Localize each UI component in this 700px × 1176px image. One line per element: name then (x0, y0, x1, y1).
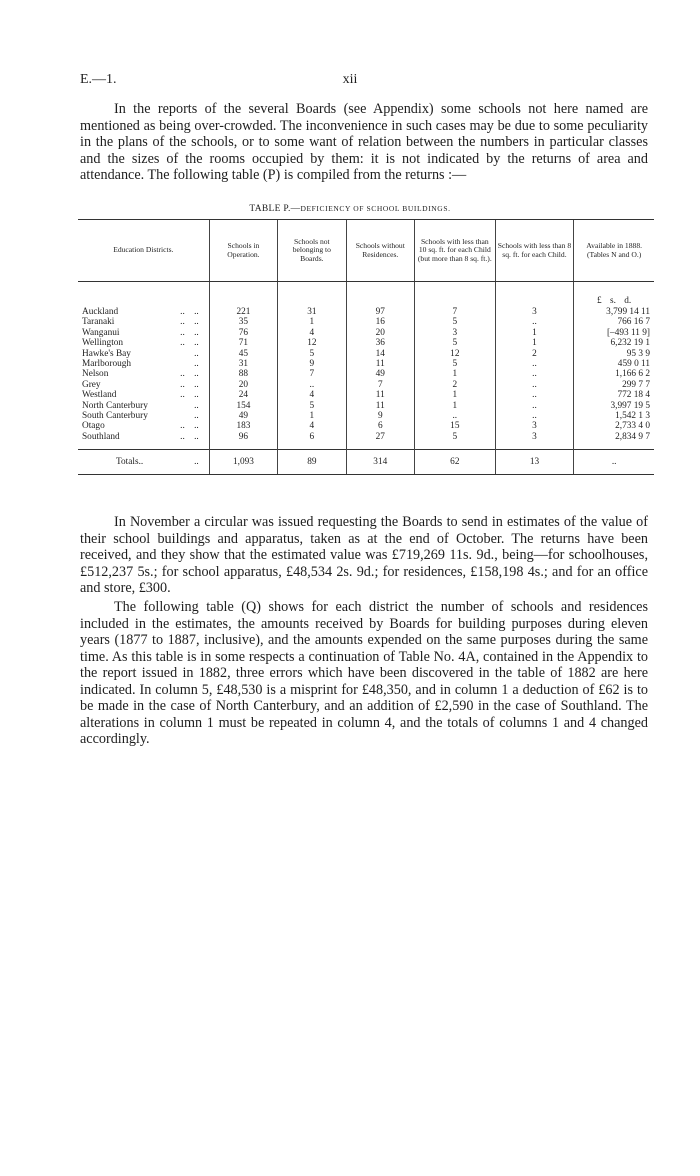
cell-not-boards: 4 (278, 328, 346, 338)
total-operation: 1,093 (209, 450, 277, 475)
cell-lt8: 2 (495, 349, 574, 359)
cell-no-residences: 27 (346, 432, 414, 450)
cell-no-residences: 20 (346, 328, 414, 338)
cell-not-boards: 6 (278, 432, 346, 450)
table-row (78, 349, 654, 359)
district-name: Wanganui (82, 327, 120, 338)
col-header-not-boards: Schools not belonging to Boards. (278, 220, 346, 282)
table-row (78, 380, 654, 390)
cell-totals-label (78, 450, 209, 475)
cell-operation: 35 (209, 317, 277, 327)
cell-available: 1,542 1 3 (574, 411, 654, 421)
cell-district (78, 338, 209, 348)
leader-dots: .. .. (180, 369, 199, 380)
leader-dots: .. (194, 411, 199, 422)
district-name: Auckland (82, 307, 119, 317)
district-name: Otago (82, 421, 105, 432)
col-header-operation: Schools in Operation. (209, 220, 277, 282)
cell-operation: 24 (209, 390, 277, 400)
cell-lt10: 3 (414, 328, 495, 338)
cell-district (78, 359, 209, 369)
cell-lt8: .. (495, 369, 574, 379)
cell-district (78, 401, 209, 411)
cell-not-boards: 12 (278, 338, 346, 348)
table-row (78, 411, 654, 421)
cell-no-residences: 36 (346, 338, 414, 348)
page-number: xii (342, 72, 358, 87)
cell-not-boards: 5 (278, 349, 346, 359)
cell-lt8: 3 (495, 421, 574, 431)
cell-operation: 45 (209, 349, 277, 359)
cell-operation: 76 (209, 328, 277, 338)
cell-district (78, 317, 209, 327)
leader-dots: .. .. (180, 421, 199, 432)
district-name: North Canterbury (82, 400, 148, 411)
leader-dots: .. (194, 457, 199, 468)
table-title-prefix: TABLE P.— (249, 204, 301, 214)
leader-dots: .. .. (180, 390, 199, 401)
cell-not-boards: 5 (278, 401, 346, 411)
cell-lt8: 1 (495, 328, 574, 338)
col-header-no-residences: Schools without Residences. (346, 220, 414, 282)
leader-dots: .. .. (180, 317, 199, 328)
total-lt8: 13 (495, 450, 574, 475)
cell-no-residences: 6 (346, 421, 414, 431)
cell-no-residences: 11 (346, 359, 414, 369)
table-row (78, 369, 654, 379)
table-row (78, 390, 654, 400)
cell-no-residences: 9 (346, 411, 414, 421)
cell-lt8: .. (495, 411, 574, 421)
cell-available: 299 7 7 (574, 380, 654, 390)
table-row (78, 338, 654, 348)
cell-lt10: 5 (414, 338, 495, 348)
cell-available: 772 18 4 (574, 390, 654, 400)
table-row (78, 401, 654, 411)
col-header-available: Available in 1888. (Tables N and O.) (574, 220, 654, 282)
table-title-text: DEFICIENCY OF SCHOOL BUILDINGS. (300, 204, 451, 213)
table-row (78, 359, 654, 369)
table-header-row (78, 220, 654, 282)
cell-lt10: 5 (414, 359, 495, 369)
cell-available: 766 16 7 (574, 317, 654, 327)
cell-available: 95 3 9 (574, 349, 654, 359)
cell-not-boards: 9 (278, 359, 346, 369)
circular-paragraph: In November a circular was issued requesting the Boards to send in estimates of the value of their school buildings and apparatus, taken as at the end of October. The returns have been received, and they show that the estimated value was £719,269 11s. 9d., being—for schoolhouses, £512,237 5s.; for school apparatus, £48,534 2s. 9d.; for residences, £158,198 4s.; and for an office and store, £300. (80, 514, 648, 596)
cell-available: 3,997 19 5 (574, 401, 654, 411)
table-row (78, 432, 654, 450)
page-reference: E.—1. (80, 72, 117, 87)
cell-operation: 49 (209, 411, 277, 421)
currency-units: £ s. d. (574, 296, 654, 307)
leader-dots: .. (194, 348, 199, 359)
cell-operation: 154 (209, 401, 277, 411)
cell-available: 3,799 14 11 (574, 307, 654, 317)
leader-dots: .. .. (180, 379, 199, 390)
col-header-lt8: Schools with less than 8 sq. ft. for each Child. (495, 220, 574, 282)
cell-not-boards: 31 (278, 307, 346, 317)
cell-operation: 31 (209, 359, 277, 369)
cell-district (78, 390, 209, 400)
cell-lt10: 2 (414, 380, 495, 390)
cell-no-residences: 49 (346, 369, 414, 379)
cell-lt8: 3 (495, 432, 574, 450)
cell-no-residences: 97 (346, 307, 414, 317)
intro-paragraph: In the reports of the several Boards (see Appendix) some schools not here named are mentioned as being over-crowded. The inconvenience in such cases may be due to some peculiarity in the plans of the schools, or to some want of relation between the numbers in particular classes and the sizes of the rooms occupied by them: it is not indicated by the returns of area and attendance. The following table (P) is compiled from the returns :— (80, 101, 648, 183)
cell-operation: 183 (209, 421, 277, 431)
district-name: Taranaki (82, 317, 115, 328)
cell-district (78, 411, 209, 421)
total-lt10: 62 (414, 450, 495, 475)
cell-lt8: .. (495, 401, 574, 411)
table-row (78, 307, 654, 317)
cell-no-residences: 16 (346, 317, 414, 327)
cell-lt10: 12 (414, 349, 495, 359)
total-available: .. (574, 450, 654, 475)
cell-no-residences: 11 (346, 401, 414, 411)
cell-available: 6,232 19 1 (574, 338, 654, 348)
cell-lt8: .. (495, 359, 574, 369)
table-row (78, 317, 654, 327)
cell-lt8: 3 (495, 307, 574, 317)
district-name: Hawke's Bay (82, 348, 131, 359)
cell-no-residences: 14 (346, 349, 414, 359)
cell-not-boards: 1 (278, 411, 346, 421)
cell-operation: 88 (209, 369, 277, 379)
units-row (78, 296, 654, 307)
district-name: Wellington (82, 338, 124, 349)
totals-label: Totals.. (116, 457, 144, 468)
cell-operation: 221 (209, 307, 277, 317)
cell-operation: 20 (209, 380, 277, 390)
cell-lt10: 5 (414, 432, 495, 450)
district-name: Westland (82, 390, 117, 401)
cell-district (78, 349, 209, 359)
cell-not-boards: 4 (278, 390, 346, 400)
cell-lt10: .. (414, 411, 495, 421)
cell-district (78, 380, 209, 390)
cell-not-boards: 4 (278, 421, 346, 431)
cell-district (78, 432, 209, 450)
cell-available: [–493 11 9] (574, 328, 654, 338)
cell-lt10: 1 (414, 401, 495, 411)
cell-operation: 96 (209, 432, 277, 450)
cell-lt8: 1 (495, 338, 574, 348)
table-body (78, 282, 654, 475)
spacer-row (78, 282, 654, 297)
cell-lt10: 5 (414, 317, 495, 327)
leader-dots: .. (194, 359, 199, 370)
total-not-boards: 89 (278, 450, 346, 475)
cell-available: 2,834 9 7 (574, 432, 654, 450)
district-name: Southland (82, 431, 120, 442)
totals-row (78, 450, 654, 475)
total-no-residences: 314 (346, 450, 414, 475)
district-name: South Canterbury (82, 411, 148, 422)
leader-dots: .. .. (180, 307, 199, 317)
cell-available: 1,166 6 2 (574, 369, 654, 379)
table-row (78, 328, 654, 338)
cell-not-boards: 1 (278, 317, 346, 327)
cell-not-boards: .. (278, 380, 346, 390)
deficiency-table (78, 219, 654, 475)
leader-dots: .. .. (180, 431, 199, 442)
district-name: Grey (82, 379, 101, 390)
table-title (0, 204, 700, 214)
col-header-districts: Education Districts. (78, 220, 209, 282)
leader-dots: .. .. (180, 338, 199, 349)
cell-lt8: .. (495, 380, 574, 390)
cell-operation: 71 (209, 338, 277, 348)
table-row (78, 421, 654, 431)
cell-lt8: .. (495, 317, 574, 327)
cell-no-residences: 11 (346, 390, 414, 400)
cell-available: 2,733 4 0 (574, 421, 654, 431)
cell-district (78, 307, 209, 317)
cell-lt10: 15 (414, 421, 495, 431)
cell-district (78, 421, 209, 431)
cell-district (78, 369, 209, 379)
cell-lt8: .. (495, 390, 574, 400)
cell-lt10: 1 (414, 369, 495, 379)
col-header-lt10: Schools with less than 10 sq. ft. for each Child (but more than 8 sq. ft.). (414, 220, 495, 282)
table-q-paragraph: The following table (Q) shows for each district the number of schools and residences included in the estimates, the amounts received by Boards for building purposes during eleven years (1877 to 1887, inclusive), and the amounts expended on the same purposes during the same time. As this table is in some respects a continuation of Table No. 4A, contained in the Appendix to the report issued in 1882, three errors which have been discovered in the table of 1882 are here indicated. In column 5, £48,530 is a misprint for £48,350, and in column 1 a deduction of £62 is to be made in the case of North Canterbury, and an addition of £2,590 in the case of Southland. The alterations in column 1 must be repeated in column 4, and the totals of columns 1 and 4 changed accordingly. (80, 599, 648, 747)
leader-dots: .. (194, 400, 199, 411)
leader-dots: .. .. (180, 327, 199, 338)
district-name: Marlborough (82, 359, 132, 370)
district-name: Nelson (82, 369, 109, 380)
cell-not-boards: 7 (278, 369, 346, 379)
cell-available: 459 0 11 (574, 359, 654, 369)
cell-district (78, 328, 209, 338)
cell-lt10: 1 (414, 390, 495, 400)
cell-no-residences: 7 (346, 380, 414, 390)
cell-lt10: 7 (414, 307, 495, 317)
